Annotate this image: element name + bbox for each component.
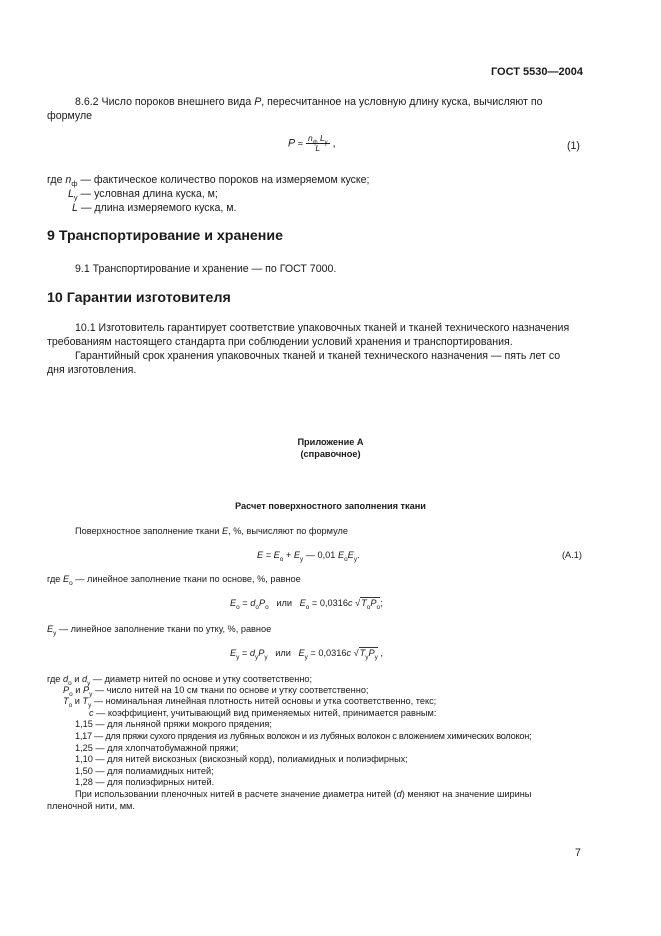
eo-formula: $E_о = d_оP_о$ или $E_о = 0,0316c$ $√T_оP_о$;: [230, 598, 383, 611]
coef-item: 1,25 — для хлопчатобумажной пряжи;: [75, 743, 239, 753]
coef-item: 1,50 — для полиамидных нитей;: [75, 766, 214, 776]
formula-a1: $E = E_о + E_у$ — 0,01 $E_оE_у$.: [257, 550, 360, 563]
final-line: пленочной нити, мм.: [47, 801, 135, 811]
def-ly: $L_у$ — условная длина куска, м;: [68, 188, 218, 202]
document-code: ГОСТ 5530—2004: [490, 66, 583, 78]
paragraph-862-line2: формуле: [47, 110, 93, 122]
appendix-intro: Поверхностное заполнение ткани E, %, вычисляют по формуле: [75, 526, 348, 536]
coef-item: 1,10 — для нитей вискозных (вискозный корд), полиамидных и полиэфирных;: [75, 754, 408, 764]
formula-1: P ≈ $\frac{n_ф L_у}{L}$ ,: [288, 133, 336, 153]
coef-item: 1,17 — для пряжи сухого прядения из лубяных волокон и из лубяных волокон с вложением химических волокон;: [75, 731, 532, 741]
ey-formula: $E_у = d_уP_у$ или $E_у = 0,0316c$ $√T_уP_у$ ,: [230, 648, 383, 661]
coef-item: 1,15 — для льняной пряжи мокрого прядения;: [75, 719, 272, 729]
section-10-title: 10 Гарантии изготовителя: [47, 290, 231, 306]
section-10-line: Гарантийный срок хранения упаковочных тканей и тканей технического назначения — пять лет со: [75, 350, 561, 362]
formula-1-number: (1): [567, 140, 580, 152]
ey-definition: $E_у$ — линейное заполнение ткани по утку, %, равное: [47, 624, 272, 637]
def-nf: где $n_ф$ — фактическое количество пороков на измеряемом куске;: [47, 174, 370, 188]
def-p: $P_о$ и $P_у$ — число нитей на 10 см ткани по основе и утку соответственно;: [63, 685, 369, 698]
coef-item: 1,28 — для полиэфирных нитей.: [75, 777, 215, 787]
def-t: $T_о$ и $T_у$ — номинальная линейная плотность нитей основы и утка соответственно, текс;: [63, 696, 437, 709]
section-9-title: 9 Транспортирование и хранение: [47, 228, 283, 244]
appendix-heading: Расчет поверхностного заполнения ткани: [235, 501, 426, 511]
def-d: где $d_о$ и $d_у$ — диаметр нитей по основе и утку соответственно;: [47, 674, 313, 687]
def-l: L — длина измеряемого куска, м.: [72, 202, 237, 214]
final-line: При использовании пленочных нитей в расчете значение диаметра нитей (d) меняют на значение ширины: [75, 789, 532, 799]
section-10-line: требованиям настоящего стандарта при соблюдении условий хранения и транспортирования.: [47, 336, 513, 348]
page-number: 7: [575, 847, 581, 859]
eo-definition: где $E_о$ — линейное заполнение ткани по основе, %, равное: [47, 574, 301, 587]
paragraph-862-line1: 8.6.2 Число пороков внешнего вида P, пересчитанное на условную длину куска, вычисляют по: [75, 96, 543, 108]
formula-a1-number: (А.1): [562, 550, 582, 560]
appendix-subtitle: (справочное): [300, 449, 361, 459]
section-9-text: 9.1 Транспортирование и хранение — по ГОСТ 7000.: [75, 263, 337, 275]
section-10-line: дня изготовления.: [47, 364, 137, 376]
def-c: c — коэффициент, учитывающий вид применяемых нитей, принимается равным:: [89, 708, 437, 718]
appendix-title: Приложение А: [297, 437, 364, 447]
section-10-line: 10.1 Изготовитель гарантирует соответствие упаковочных тканей и тканей технического назначения: [75, 322, 570, 334]
